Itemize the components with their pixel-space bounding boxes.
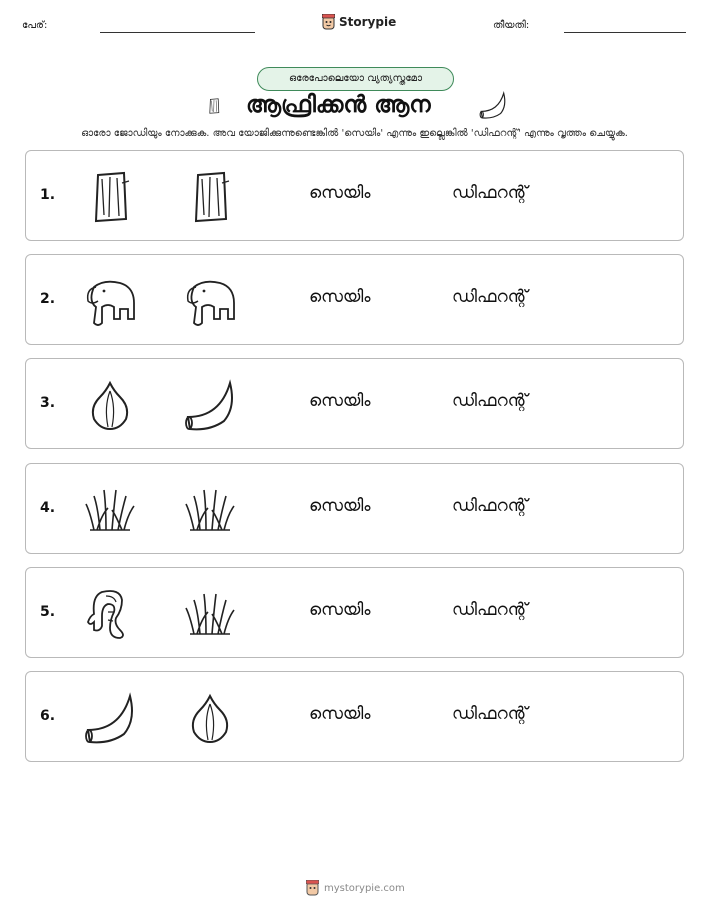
tusk-icon	[80, 690, 140, 746]
trunk-icon	[80, 586, 140, 642]
worksheet-type-badge: ഒരേപോലെയോ വ്യത്യസ്തമോ	[257, 67, 454, 91]
different-option[interactable]: ഡിഫറന്റ്	[452, 496, 528, 516]
fig-icon	[80, 377, 140, 433]
tree-bark-icon	[180, 169, 240, 225]
grass-icon	[180, 482, 240, 538]
tree-bark-icon	[80, 169, 140, 225]
tusk-icon	[180, 377, 240, 433]
same-option[interactable]: സെയിം	[309, 496, 371, 516]
footer-url[interactable]: mystorypie.com	[324, 882, 405, 894]
instructions: ഓരോ ജോഡിയും നോക്കുക. അവ യോജിക്കുന്നുണ്ടെങ്കിൽ 'സെയിം' എന്നും ഇല്ലെങ്കിൽ 'ഡിഫറന്റ്' എന്നും വൃത്തം ചെയ്യുക.	[81, 128, 628, 139]
brand-name: Storypie	[339, 15, 397, 29]
different-option[interactable]: ഡിഫറന്റ്	[452, 600, 528, 620]
different-option[interactable]: ഡിഫറന്റ്	[452, 391, 528, 411]
same-option[interactable]: സെയിം	[309, 287, 371, 307]
question-number: 6.	[40, 708, 56, 724]
brand-logo	[322, 14, 396, 30]
tree-bark-icon	[205, 92, 223, 124]
different-option[interactable]: ഡിഫറന്റ്	[452, 183, 528, 203]
name-label: പേര്:	[22, 20, 48, 31]
same-option[interactable]: സെയിം	[309, 183, 371, 203]
elephant-icon	[180, 273, 240, 329]
elephant-icon	[80, 273, 140, 329]
date-line[interactable]	[564, 32, 686, 33]
fig-icon	[180, 690, 240, 746]
storypie-mascot-icon	[306, 880, 319, 896]
question-row-6	[25, 671, 684, 762]
question-row-4	[25, 463, 684, 554]
different-option[interactable]: ഡിഫറന്റ്	[452, 287, 528, 307]
same-option[interactable]: സെയിം	[309, 704, 371, 724]
same-option[interactable]: സെയിം	[309, 600, 371, 620]
page-title: ആഫ്രിക്കൻ ആന	[246, 92, 431, 118]
tusk-icon	[476, 90, 510, 124]
same-option[interactable]: സെയിം	[309, 391, 371, 411]
question-row-3	[25, 358, 684, 449]
storypie-mascot-icon	[322, 14, 335, 30]
date-label: തീയതി:	[493, 20, 530, 31]
footer	[306, 880, 405, 896]
question-number: 5.	[40, 604, 56, 620]
worksheet-header	[0, 14, 709, 40]
question-number: 3.	[40, 395, 56, 411]
name-line[interactable]	[100, 32, 255, 33]
grass-icon	[80, 482, 140, 538]
title-row	[0, 90, 709, 122]
question-number: 4.	[40, 500, 56, 516]
question-number: 2.	[40, 291, 56, 307]
question-row-1	[25, 150, 684, 241]
different-option[interactable]: ഡിഫറന്റ്	[452, 704, 528, 724]
grass-icon	[180, 586, 240, 642]
question-number: 1.	[40, 187, 56, 203]
question-row-2	[25, 254, 684, 345]
question-row-5	[25, 567, 684, 658]
